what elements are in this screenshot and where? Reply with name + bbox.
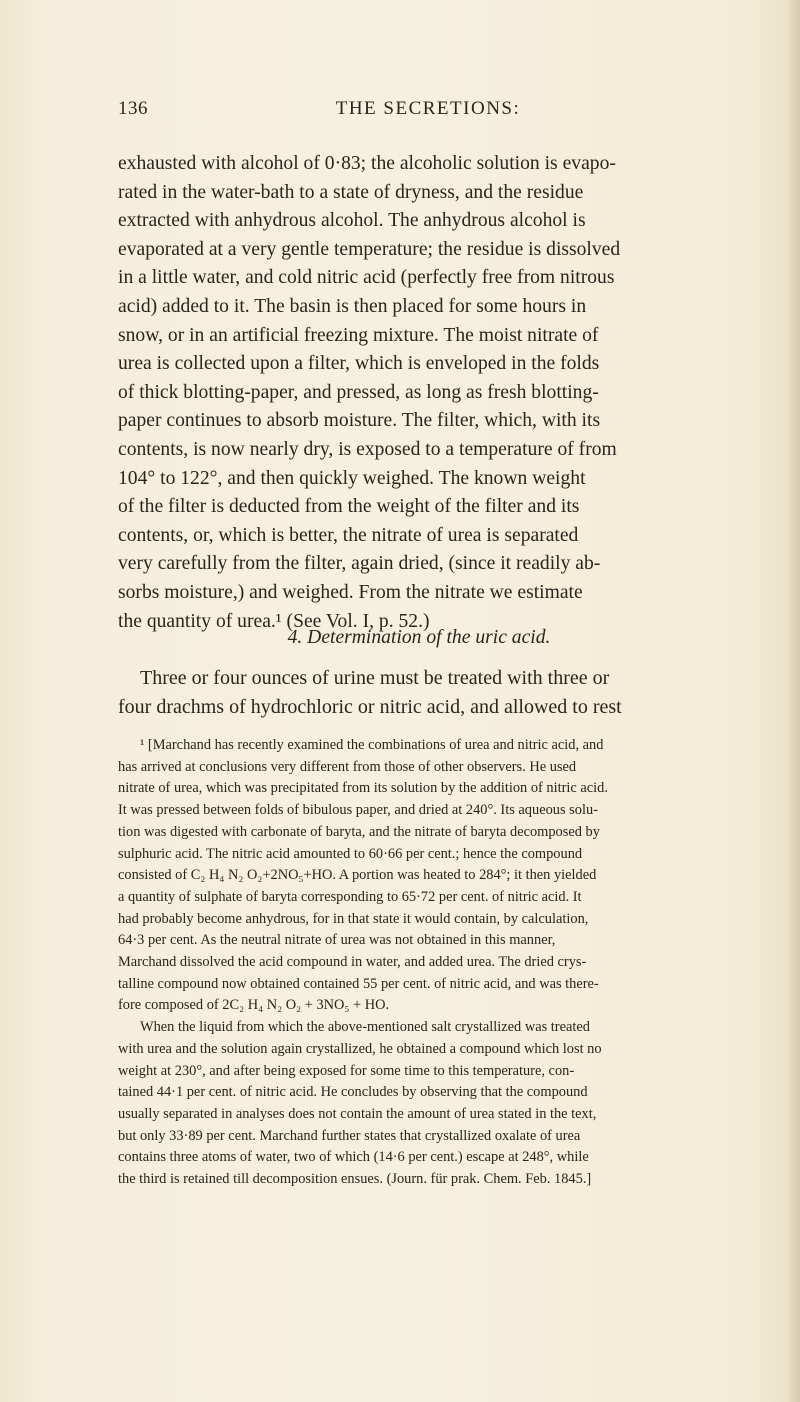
footnote-line: ¹ [Marchand has recently examined the combinations of urea and nitric acid, and	[140, 737, 604, 753]
footnote-line: consisted of C₂ H₄ N₂ O₂+2NO₅+HO. A portion was heated to 284°; it then yielded	[118, 867, 597, 884]
text-line: extracted with anhydrous alcohol. The anhydrous alcohol is	[118, 210, 586, 232]
text-line: Three or four ounces of urine must be treated with three or	[140, 667, 610, 689]
text-line: contents, is now nearly dry, is exposed to a temperature of from	[118, 438, 617, 460]
footnote	[118, 735, 720, 1191]
footnote-line: but only 33·89 per cent. Marchand further states that crystallized oxalate of urea	[118, 1127, 581, 1144]
footnote-line: tion was digested with carbonate of baryta, and the nitrate of baryta decomposed by	[118, 823, 600, 840]
footnote-line: had probably become anhydrous, for in that state it would contain, by calculation,	[118, 910, 589, 927]
page-number: 136	[118, 98, 148, 119]
text-line: rated in the water-bath to a state of dryness, and the residue	[118, 181, 584, 203]
text-line: urea is collected upon a filter, which is enveloped in the folds	[118, 353, 600, 375]
footnote-line: weight at 230°, and after being exposed for some time to this temperature, con-	[118, 1062, 575, 1079]
footnote-line: with urea and the solution again crystallized, he obtained a compound which lost no	[118, 1040, 602, 1057]
footnote-line: nitrate of urea, which was precipitated from its solution by the addition of nitric acid.	[118, 780, 608, 797]
text-line: evaporated at a very gentle temperature; the residue is dissolved	[118, 238, 621, 260]
text-line: the quantity of urea.¹ (See Vol. I, p. 52.)	[118, 610, 430, 632]
footnote-line: a quantity of sulphate of baryta corresponding to 65·72 per cent. of nitric acid. It	[118, 888, 582, 905]
section-paragraph	[118, 664, 720, 721]
footnote-line: fore composed of 2C₂ H₄ N₂ O₂ + 3NO₅ + HO.	[118, 997, 390, 1014]
running-head	[118, 98, 718, 128]
footnote-line: It was pressed between folds of bibulous paper, and dried at 240°. Its aqueous solu-	[118, 802, 598, 819]
main-paragraph	[118, 150, 720, 636]
footnote-line: sulphuric acid. The nitric acid amounted to 60·66 per cent.; hence the compound	[118, 845, 583, 862]
text-line: exhausted with alcohol of 0·83; the alcoholic solution is evapo-	[118, 153, 616, 174]
text-line: in a little water, and cold nitric acid (perfectly free from nitrous	[118, 267, 615, 289]
footnote-line: the third is retained till decomposition ensues. (Journ. für prak. Chem. Feb. 1845.]	[118, 1171, 592, 1188]
footnote-line: 64·3 per cent. As the neutral nitrate of urea was not obtained in this manner,	[118, 932, 556, 949]
text-line: very carefully from the filter, again dried, (since it readily ab-	[118, 553, 601, 575]
text-line: contents, or, which is better, the nitrate of urea is separated	[118, 524, 579, 546]
footnote-line: usually separated in analyses does not contain the amount of urea stated in the text,	[118, 1105, 597, 1122]
footnote-line: tained 44·1 per cent. of nitric acid. He concludes by observing that the compound	[118, 1084, 588, 1101]
text-line: sorbs moisture,) and weighed. From the nitrate we estimate	[118, 581, 583, 603]
footnote-line: When the liquid from which the above-mentioned salt crystallized was treated	[140, 1019, 590, 1036]
page-edge-shadow	[786, 0, 800, 1402]
text-line: paper continues to absorb moisture. The filter, which, with its	[118, 410, 601, 432]
footnote-line: Marchand dissolved the acid compound in water, and added urea. The dried crys-	[118, 954, 587, 971]
section-heading: 4. Determination of the uric acid.	[287, 627, 551, 648]
text-line: 104° to 122°, and then quickly weighed. The known weight	[118, 467, 586, 489]
footnote-line: talline compound now obtained contained 55 per cent. of nitric acid, and was there-	[118, 975, 599, 992]
text-line: acid) added to it. The basin is then placed for some hours in	[118, 295, 587, 317]
text-line: of the filter is deducted from the weight of the filter and its	[118, 496, 580, 518]
text-line: four drachms of hydrochloric or nitric acid, and allowed to rest	[118, 695, 622, 718]
footnote-line: contains three atoms of water, two of which (14·6 per cent.) escape at 248°, while	[118, 1149, 589, 1166]
chapter-title: THE SECRETIONS:	[335, 98, 521, 119]
text-line: snow, or in an artificial freezing mixture. The moist nitrate of	[118, 324, 599, 346]
text-line: of thick blotting-paper, and pressed, as long as fresh blotting-	[118, 381, 599, 403]
footnote-line: has arrived at conclusions very different from those of other observers. He used	[118, 758, 577, 775]
